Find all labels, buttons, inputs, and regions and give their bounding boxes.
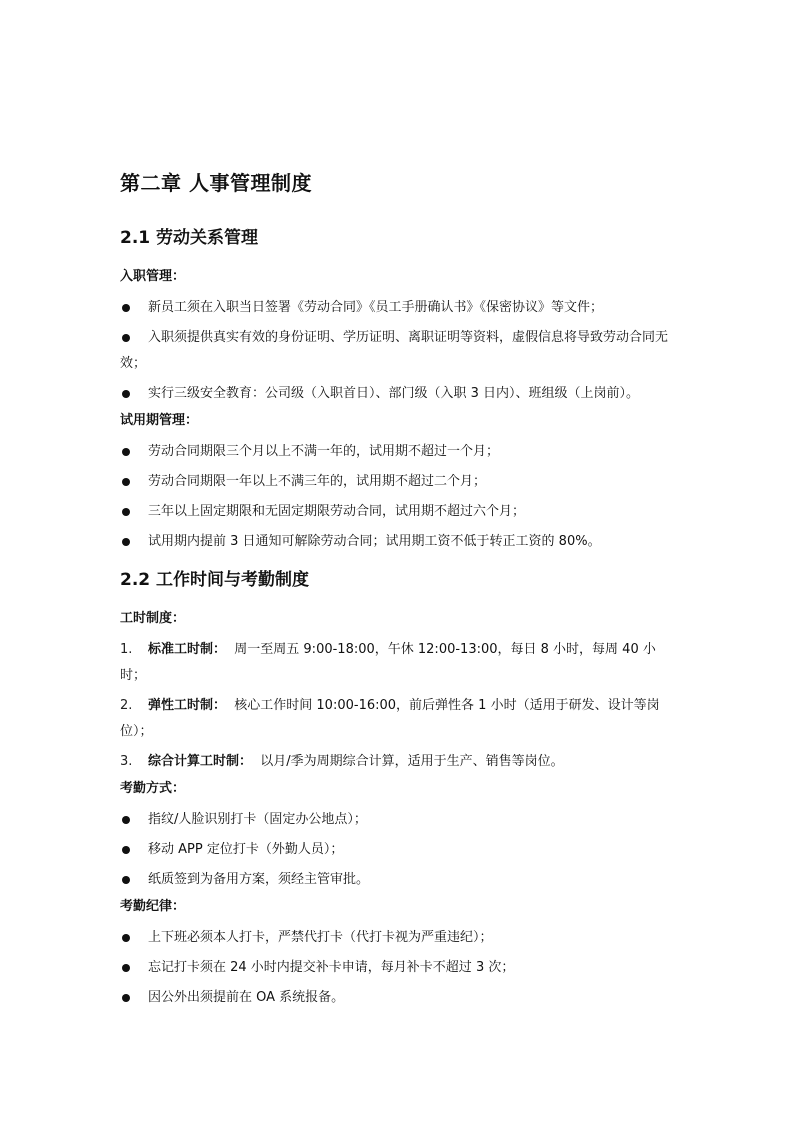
- bullet-icon: [122, 816, 130, 824]
- list-item: 试用期内提前 3 日通知可解除劳动合同；试用期工资不低于转正工资的 80%。: [120, 529, 675, 555]
- list-item: 三年以上固定期限和无固定期限劳动合同，试用期不超过六个月；: [120, 499, 675, 525]
- list-number: 2.: [120, 698, 133, 713]
- group-label-work-hours: 工时制度：: [120, 611, 186, 626]
- list-item: 指纹/人脸识别打卡（固定办公地点）；: [120, 807, 675, 833]
- bullet-icon: [122, 478, 130, 486]
- bullet-icon: [122, 964, 130, 972]
- bullet-icon: [122, 334, 130, 342]
- onboarding-list: [120, 295, 675, 407]
- bullet-icon: [122, 934, 130, 942]
- list-item: 3. 综合计算工时制： 以月/季为周期综合计算，适用于生产、销售等岗位。: [120, 749, 675, 775]
- attendance-method-list: [120, 807, 675, 893]
- group-label-probation: 试用期管理：: [120, 413, 199, 428]
- term: 综合计算工时制：: [148, 754, 253, 769]
- bullet-icon: [122, 390, 130, 398]
- list-item: 2. 弹性工时制： 核心工作时间 10:00-16:00，前后弹性各 1 小时（适用于研发、设计等岗位）；: [120, 693, 675, 745]
- list-item: 劳动合同期限三个月以上不满一年的，试用期不超过一个月；: [120, 439, 675, 465]
- group-label-onboarding: 入职管理：: [120, 269, 186, 284]
- term: 弹性工时制：: [148, 698, 227, 713]
- list-item: 实行三级安全教育：公司级（入职首日）、部门级（入职 3 日内）、班组级（上岗前）。: [120, 381, 675, 407]
- section-heading-labor-relations: 2.1 劳动关系管理: [120, 228, 259, 248]
- bullet-icon: [122, 304, 130, 312]
- list-item: 上下班必须本人打卡，严禁代打卡（代打卡视为严重违纪）；: [120, 925, 675, 951]
- bullet-icon: [122, 448, 130, 456]
- list-item: 1. 标准工时制： 周一至周五 9:00-18:00，午休 12:00-13:00，每日 8 小时，每周 40 小时；: [120, 637, 675, 689]
- list-number: 1.: [120, 642, 133, 657]
- list-item: 纸质签到为备用方案，须经主管审批。: [120, 867, 675, 893]
- group-label-attendance-method: 考勤方式：: [120, 781, 186, 796]
- bullet-icon: [122, 994, 130, 1002]
- list-item: 忘记打卡须在 24 小时内提交补卡申请，每月补卡不超过 3 次；: [120, 955, 675, 981]
- section-heading-work-time: 2.2 工作时间与考勤制度: [120, 570, 310, 590]
- list-item: 移动 APP 定位打卡（外勤人员）；: [120, 837, 675, 863]
- bullet-icon: [122, 876, 130, 884]
- list-item: 劳动合同期限一年以上不满三年的，试用期不超过二个月；: [120, 469, 675, 495]
- term: 标准工时制：: [148, 642, 227, 657]
- list-item: 入职须提供真实有效的身份证明、学历证明、离职证明等资料，虚假信息将导致劳动合同无效；: [120, 330, 669, 371]
- list-number: 3.: [120, 754, 133, 769]
- group-label-attendance-discipline: 考勤纪律：: [120, 899, 186, 914]
- probation-list: [120, 439, 675, 555]
- list-item: 新员工须在入职当日签署《劳动合同》《员工手册确认书》《保密协议》等文件；: [120, 295, 675, 321]
- bullet-icon: [122, 508, 130, 516]
- bullet-icon: [122, 538, 130, 546]
- work-hours-list: [120, 637, 675, 775]
- attendance-discipline-list: [120, 925, 675, 1011]
- bullet-icon: [122, 846, 130, 854]
- list-item: 因公外出须提前在 OA 系统报备。: [120, 985, 675, 1011]
- chapter-title: 第二章 人事管理制度: [120, 171, 312, 195]
